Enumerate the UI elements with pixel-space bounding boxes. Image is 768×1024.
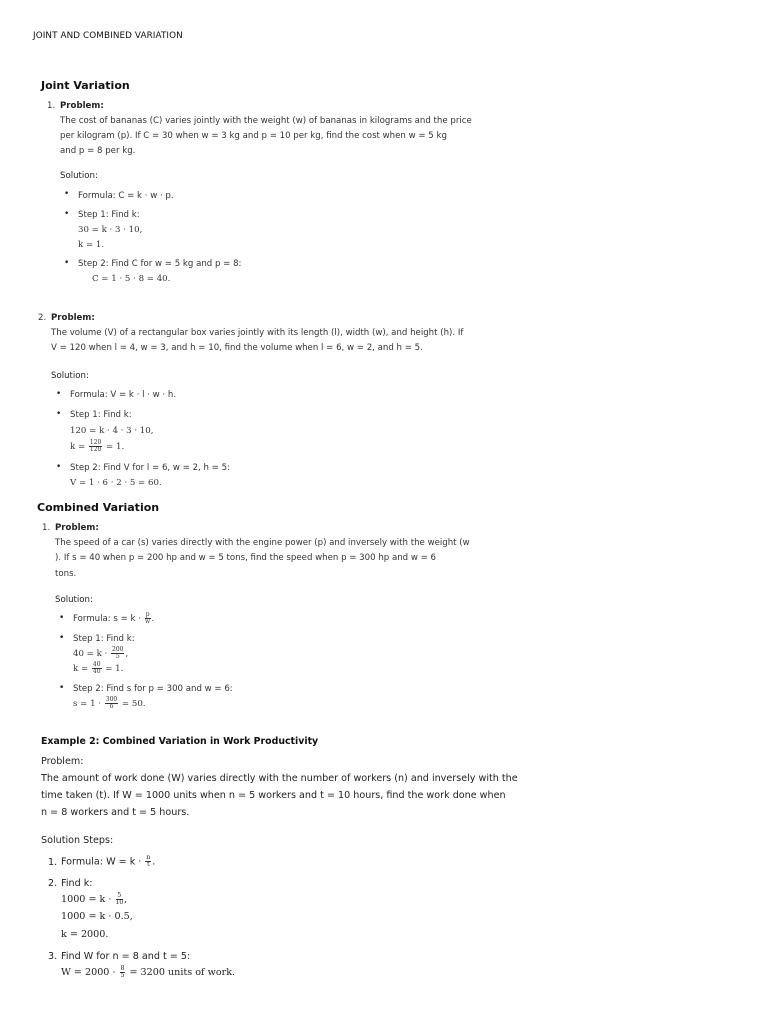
step-line: Step 1: Find k: [70, 410, 132, 420]
problem-text-line: The amount of work done (W) varies directly with the number of workers (n) and inversely with the [41, 773, 518, 784]
equation: 30 = k · 3 · 10, [78, 225, 143, 235]
formula-line [73, 612, 154, 625]
equation: 120 = k · 4 · 3 · 10, [70, 426, 154, 436]
step-line: Step 1: Find k: [78, 210, 140, 220]
eq-prefix: 40 = k · [73, 649, 111, 659]
eq-suffix: , [125, 649, 129, 659]
step-line: Step 1: Find k: [73, 634, 135, 644]
fraction [116, 893, 124, 906]
eq-prefix: W = 2000 · [61, 967, 119, 978]
problem-number: 1. [42, 523, 51, 533]
equation-fraction [70, 440, 124, 453]
bullet: • [59, 683, 65, 693]
fraction-numerator: 5 [117, 892, 122, 899]
eq-prefix: Formula: W = k · [61, 856, 145, 868]
problem-text-line: time taken (t). If W = 1000 units when n = 5 workers and t = 10 hours, find the work done when [41, 790, 506, 801]
solution-label: Solution: [55, 595, 93, 605]
equation-fraction [73, 697, 146, 710]
step-line: Step 2: Find s for p = 300 and w = 6: [73, 684, 233, 694]
problem-text-line: The speed of a car (s) varies directly with the engine power (p) and inversely with the weight (w [55, 538, 470, 548]
fraction-numerator: 40 [92, 661, 101, 668]
fraction-numerator: 300 [105, 696, 118, 703]
bullet: • [64, 209, 70, 219]
formula-line [61, 855, 155, 868]
eq-suffix: = 1. [102, 664, 124, 674]
equation-fraction [61, 893, 127, 906]
fraction [111, 647, 124, 660]
eq-prefix: s = 1 · [73, 699, 104, 709]
fraction-numerator: 200 [112, 646, 124, 653]
step-number: 3. [48, 951, 58, 962]
problem-label: Problem: [55, 523, 99, 533]
equation-fraction [73, 647, 128, 660]
eq-suffix: , [124, 894, 128, 905]
fraction-denominator: 5 [120, 972, 125, 979]
bullet: • [56, 389, 62, 399]
fraction [145, 855, 151, 868]
formula-line: Formula: C = k · w · p. [78, 191, 174, 201]
step-number: 1. [48, 857, 58, 868]
fraction-denominator: 40 [92, 668, 101, 675]
problem-label: Problem: [60, 101, 104, 111]
eq-prefix: 1000 = k · [61, 894, 115, 905]
bullet: • [56, 462, 62, 472]
formula-line: Formula: V = k · l · w · h. [70, 390, 177, 400]
problem-text-line: and p = 8 per kg. [60, 146, 136, 156]
bullet: • [59, 613, 65, 623]
equation-fraction [73, 662, 123, 675]
bullet: • [64, 258, 70, 268]
section-heading-combined: Combined Variation [37, 501, 160, 514]
problem-text-line: n = 8 workers and t = 5 hours. [41, 807, 190, 818]
step-line: Find k: [61, 878, 93, 889]
fraction-numerator: n [146, 854, 151, 861]
fraction [145, 612, 151, 625]
equation: C = 1 · 5 · 8 = 40. [92, 274, 171, 284]
problem-text-line: The volume (V) of a rectangular box varies jointly with its length (l), width (w), and height (h). If [51, 328, 464, 338]
section-heading-joint: Joint Variation [41, 79, 130, 92]
fraction-numerator: p [145, 611, 150, 618]
fraction [92, 662, 102, 675]
eq-suffix: = 3200 units of work. [126, 967, 236, 978]
step-number: 2. [48, 878, 58, 889]
fraction [89, 440, 102, 453]
eq-prefix: k = [70, 442, 88, 452]
problem-label: Problem: [41, 756, 84, 767]
problem-text-line: per kilogram (p). If C = 30 when w = 3 kg and p = 10 per kg, find the cost when w = 5 kg [60, 131, 447, 141]
eq-suffix: = 50. [119, 699, 146, 709]
step-line: Step 2: Find V for l = 6, w = 2, h = 5: [70, 463, 230, 473]
fraction-numerator: 120 [89, 439, 102, 446]
document-title: JOINT AND COMBINED VARIATION [33, 31, 183, 41]
step-line: Find W for n = 8 and t = 5: [61, 951, 191, 962]
fraction-numerator: 8 [120, 965, 125, 972]
problem-text-line: tons. [55, 569, 77, 579]
solution-label: Solution: [60, 171, 98, 181]
bullet: • [64, 189, 70, 199]
problem-label: Problem: [51, 313, 95, 323]
fraction [120, 966, 126, 979]
problem-text-line: V = 120 when l = 4, w = 3, and h = 10, find the volume when l = 6, w = 2, and h = 5. [51, 343, 423, 353]
eq-prefix: k = [73, 664, 91, 674]
fraction-denominator: t [147, 861, 150, 868]
eq-suffix: = 1. [103, 442, 125, 452]
fraction-denominator: 6 [109, 703, 114, 710]
bullet: • [59, 633, 65, 643]
eq-suffix: . [152, 856, 156, 868]
eq-suffix: . [151, 614, 155, 624]
equation: k = 1. [78, 240, 105, 250]
solution-steps-label: Solution Steps: [41, 835, 114, 846]
eq-prefix: Formula: s = k · [73, 614, 144, 624]
problem-text-line: ). If s = 40 when p = 200 hp and w = 5 tons, find the speed when p = 300 hp and w = 6 [55, 553, 437, 563]
fraction-denominator: 5 [115, 653, 120, 660]
fraction-denominator: 10 [115, 899, 124, 906]
equation-fraction [61, 966, 235, 979]
problem-text-line: The cost of bananas (C) varies jointly with the weight (w) of bananas in kilograms and the price [60, 116, 472, 126]
problem-number: 2. [38, 313, 47, 323]
fraction [105, 697, 118, 710]
solution-label: Solution: [51, 371, 89, 381]
example-heading: Example 2: Combined Variation in Work Productivity [41, 736, 319, 747]
equation: 1000 = k · 0.5, [61, 911, 133, 922]
problem-number: 1. [47, 101, 56, 111]
fraction-denominator: w [145, 618, 151, 625]
bullet: • [56, 409, 62, 419]
equation: k = 2000. [61, 929, 109, 940]
equation: V = 1 · 6 · 2 · 5 = 60. [70, 478, 162, 488]
fraction-denominator: 120 [89, 446, 102, 453]
step-line: Step 2: Find C for w = 5 kg and p = 8: [78, 259, 242, 269]
